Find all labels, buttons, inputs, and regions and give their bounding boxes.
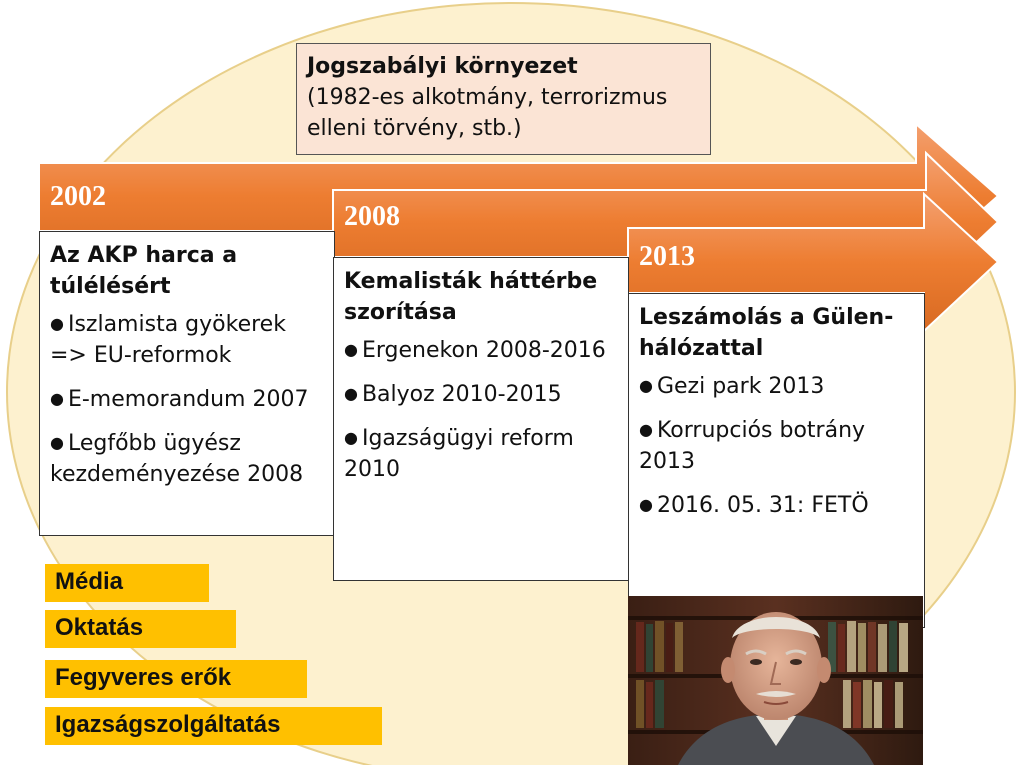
tag-media: Média — [45, 564, 209, 602]
list-item: ● Gezi park 2013 — [639, 374, 825, 399]
phase-card-2013 — [628, 293, 925, 628]
list-item: ● Korrupciós botrány 2013 — [639, 418, 866, 474]
phase-card-2008 — [333, 257, 629, 581]
legal-environment-subtitle: (1982-es alkotmány, terrorizmus elleni törvény, stb.) — [307, 85, 668, 141]
phase-title: Kemalisták háttérbe szorítása — [344, 269, 598, 325]
phase-title: Leszámolás a Gülen-hálózattal — [639, 305, 894, 361]
bullet-icon: ● — [639, 420, 653, 439]
list-item: ● Balyoz 2010-2015 — [344, 382, 562, 407]
bullet-icon: ● — [50, 433, 64, 452]
bullet-icon: ● — [344, 384, 358, 403]
bullet-icon: ● — [344, 340, 358, 359]
bullet-icon: ● — [50, 389, 64, 408]
list-item: ● Iszlamista gyökerek => EU-reformok — [50, 312, 286, 368]
phase-title: Az AKP harca a túlélésért — [50, 243, 238, 299]
list-item: ● Igazságügyi reform 2010 — [344, 426, 574, 482]
portrait-photo — [628, 596, 923, 765]
year-2008-label: 2008 — [344, 201, 400, 232]
bullet-icon: ● — [639, 495, 653, 514]
year-2013-label: 2013 — [639, 241, 695, 272]
list-item: ● E-memorandum 2007 — [50, 387, 309, 412]
tag-judiciary: Igazságszolgáltatás — [45, 707, 382, 745]
list-item: ● Legfőbb ügyész kezdeményezése 2008 — [50, 431, 304, 487]
legal-environment-box — [296, 43, 711, 155]
tag-armed-forces: Fegyveres erők — [45, 660, 307, 698]
bullet-icon: ● — [50, 314, 64, 333]
list-item: ● Ergenekon 2008-2016 — [344, 338, 606, 363]
phase-card-2002 — [39, 231, 335, 536]
legal-environment-title: Jogszabályi környezet — [307, 54, 578, 79]
list-item: ● 2016. 05. 31: FETÖ — [639, 493, 869, 518]
year-2002-label: 2002 — [50, 181, 106, 212]
bullet-icon: ● — [639, 376, 653, 395]
bullet-icon: ● — [344, 428, 358, 447]
tag-education: Oktatás — [45, 610, 236, 648]
